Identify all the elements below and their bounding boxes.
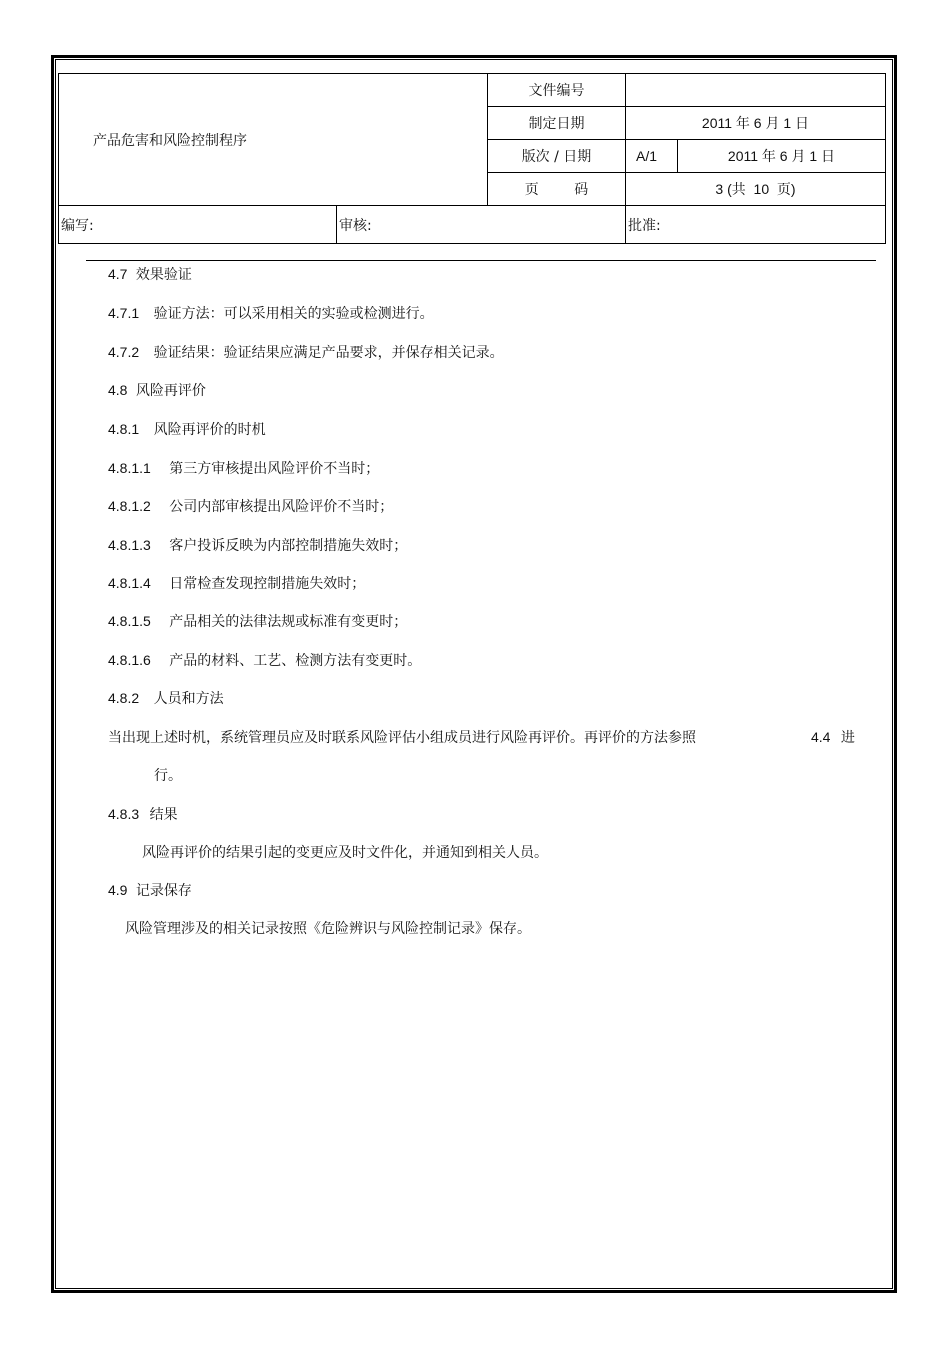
paragraph-line — [142, 842, 548, 862]
section-text: 人员和方法 — [153, 691, 224, 707]
reviewer-signature-cell: 审核: — [337, 206, 626, 244]
section-text: 验证方法：可以采用相关的实验或检测进行。 — [153, 306, 434, 322]
issue-date-label: 制定日期 — [488, 107, 626, 140]
section-text: 风险再评价的时机 — [153, 422, 266, 438]
section-number: 4.8.1.3 — [108, 537, 151, 553]
issue-date-value: 2011 年 6 月 1 日 — [626, 107, 886, 140]
section-number: 4.8.1.2 — [108, 498, 151, 514]
section-number: 4.7 — [108, 266, 128, 282]
doc-number-value — [626, 74, 886, 107]
document-header-table — [58, 73, 886, 244]
section-text: 第三方审核提出风险评价不当时； — [169, 461, 380, 477]
version-date-value: 2011 年 6 月 1 日 — [678, 140, 886, 173]
section-reference: 4.4 — [811, 729, 831, 745]
paragraph-text: 风险再评价的结果引起的变更应及时文件化，并通知到相关人员。 — [142, 845, 548, 861]
paragraph-text: 当出现上述时机，系统管理员应及时联系风险评估小组成员进行风险再评价。再评价的方法参照 — [108, 730, 696, 746]
section-number: 4.8.1.6 — [108, 652, 151, 668]
section-text: 日常检查发现控制措施失效时； — [169, 576, 366, 592]
section-number: 4.8 — [108, 382, 128, 398]
approver-signature-cell: 批准: — [626, 206, 886, 244]
section-text: 验证结果：验证结果应满足产品要求，并保存相关记录。 — [153, 345, 504, 361]
section-text: 结果 — [149, 807, 178, 823]
section-heading — [108, 880, 192, 900]
section-item — [108, 650, 421, 670]
section-number: 4.8.1 — [108, 421, 140, 437]
section-text: 公司内部审核提出风险评价不当时； — [169, 499, 394, 515]
paragraph-line — [154, 765, 182, 785]
section-text: 记录保存 — [135, 883, 192, 899]
version-label: 版次 / 日期 — [488, 140, 626, 173]
section-item — [108, 688, 224, 708]
section-heading — [108, 380, 206, 400]
section-number: 4.8.1.4 — [108, 575, 151, 591]
author-signature-cell: 编写: — [59, 206, 337, 244]
document-title: 产品危害和风险控制程序 — [59, 74, 488, 206]
section-number: 4.9 — [108, 882, 128, 898]
section-item — [108, 804, 178, 824]
section-item — [108, 573, 365, 593]
section-item — [108, 458, 379, 478]
doc-number-label: 文件编号 — [488, 74, 626, 107]
section-number: 4.7.1 — [108, 305, 140, 321]
paragraph-text: 进 — [840, 730, 855, 746]
section-item — [108, 535, 407, 555]
section-number: 4.8.2 — [108, 690, 140, 706]
section-item — [108, 303, 434, 323]
section-number: 4.8.3 — [108, 806, 140, 822]
paragraph-line — [108, 727, 696, 747]
section-item — [108, 342, 504, 362]
page-number-label: 页 码 — [488, 173, 626, 206]
section-number: 4.8.1.5 — [108, 613, 151, 629]
section-text: 产品的材料、工艺、检测方法有变更时。 — [169, 653, 422, 669]
paragraph-text: 风险管理涉及的相关记录按照《危险辨识与风险控制记录》保存。 — [125, 921, 531, 937]
section-number: 4.7.2 — [108, 344, 140, 360]
version-value: A/1 — [626, 140, 678, 173]
section-text: 产品相关的法律法规或标准有变更时； — [169, 614, 408, 630]
section-item — [108, 419, 266, 439]
header-divider-line — [86, 260, 876, 261]
paragraph-text: 行。 — [154, 768, 182, 784]
paragraph-line — [125, 918, 531, 938]
paragraph-line-tail — [811, 727, 855, 747]
page-number-value: 3 (共 10 页) — [626, 173, 886, 206]
section-text: 客户投诉反映为内部控制措施失效时； — [169, 538, 408, 554]
section-number: 4.8.1.1 — [108, 460, 151, 476]
section-text: 效果验证 — [135, 267, 192, 283]
section-item — [108, 496, 393, 516]
section-text: 风险再评价 — [135, 383, 206, 399]
section-heading — [108, 264, 192, 284]
section-item — [108, 611, 407, 631]
